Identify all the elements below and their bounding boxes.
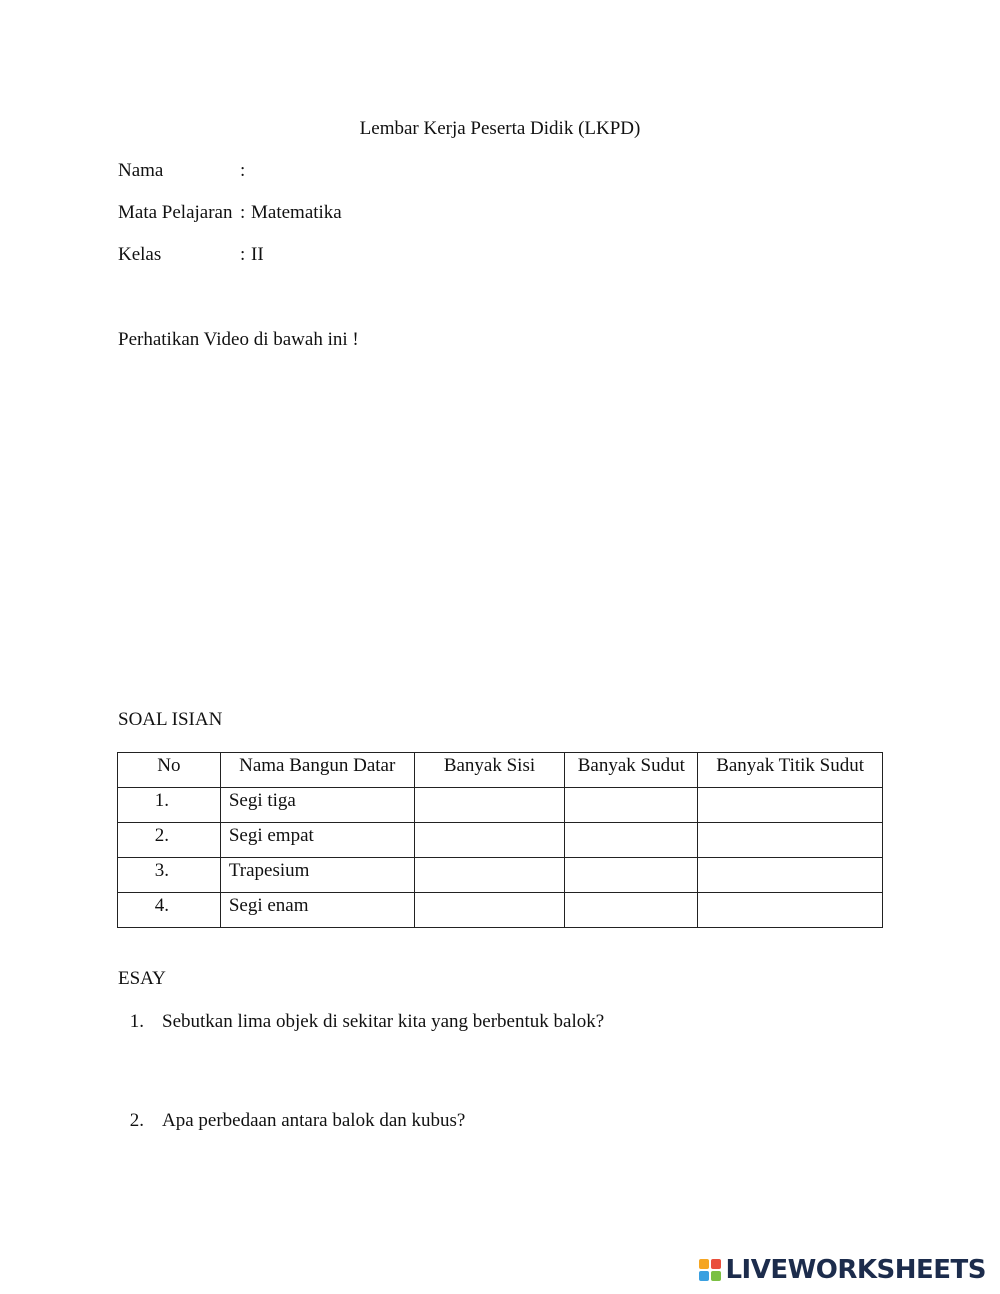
column-header-no: No bbox=[118, 753, 221, 788]
cell-banyak-sudut[interactable] bbox=[565, 858, 698, 893]
question-text: Apa perbedaan antara balok dan kubus? bbox=[162, 1110, 466, 1131]
field-label: Kelas bbox=[118, 244, 162, 265]
liveworksheets-logo-icon bbox=[699, 1259, 721, 1281]
liveworksheets-logo bbox=[699, 1253, 986, 1287]
essay-heading: ESAY bbox=[118, 968, 166, 989]
table-row bbox=[118, 858, 883, 893]
logo-text: LIVEWORKSHEETS bbox=[725, 1255, 986, 1285]
cell-no: 3. bbox=[118, 858, 221, 893]
cell-name: Segi enam bbox=[220, 893, 414, 928]
soal-isian-heading: SOAL ISIAN bbox=[118, 709, 223, 730]
cell-no: 2. bbox=[118, 823, 221, 858]
page-title: Lembar Kerja Peserta Didik (LKPD) bbox=[359, 118, 641, 139]
field-separator: : bbox=[240, 202, 246, 223]
cell-no: 4. bbox=[118, 893, 221, 928]
cell-banyak-titik-sudut[interactable] bbox=[698, 858, 883, 893]
cell-banyak-sudut[interactable] bbox=[565, 893, 698, 928]
column-header-sudut: Banyak Sudut bbox=[565, 753, 698, 788]
field-value: Matematika bbox=[251, 202, 342, 223]
cell-banyak-titik-sudut[interactable] bbox=[698, 823, 883, 858]
cell-banyak-sisi[interactable] bbox=[414, 788, 565, 823]
cell-name: Trapesium bbox=[220, 858, 414, 893]
cell-banyak-titik-sudut[interactable] bbox=[698, 893, 883, 928]
cell-no: 1. bbox=[118, 788, 221, 823]
field-label: Mata Pelajaran bbox=[118, 202, 233, 223]
column-header-titik-sudut: Banyak Titik Sudut bbox=[698, 753, 883, 788]
soal-isian-table bbox=[117, 752, 883, 928]
question-number: 2. bbox=[129, 1110, 144, 1131]
cell-banyak-titik-sudut[interactable] bbox=[698, 788, 883, 823]
cell-banyak-sisi[interactable] bbox=[414, 823, 565, 858]
cell-banyak-sisi[interactable] bbox=[414, 858, 565, 893]
question-text: Sebutkan lima objek di sekitar kita yang berbentuk balok? bbox=[162, 1011, 605, 1032]
cell-name: Segi empat bbox=[220, 823, 414, 858]
column-header-sisi: Banyak Sisi bbox=[414, 753, 565, 788]
instruction-text: Perhatikan Video di bawah ini ! bbox=[118, 329, 359, 350]
field-separator: : bbox=[240, 244, 246, 265]
table-row bbox=[118, 823, 883, 858]
question-number: 1. bbox=[129, 1011, 144, 1032]
table-row bbox=[118, 893, 883, 928]
column-header-nama: Nama Bangun Datar bbox=[220, 753, 414, 788]
table-row bbox=[118, 788, 883, 823]
field-value: II bbox=[251, 244, 264, 265]
cell-banyak-sudut[interactable] bbox=[565, 788, 698, 823]
table-header-row bbox=[118, 753, 883, 788]
field-label: Nama bbox=[118, 160, 164, 181]
essay-question-2 bbox=[118, 1110, 818, 1134]
essay-question-1 bbox=[118, 1011, 818, 1035]
cell-banyak-sudut[interactable] bbox=[565, 823, 698, 858]
cell-banyak-sisi[interactable] bbox=[414, 893, 565, 928]
field-separator: : bbox=[240, 160, 246, 181]
cell-name: Segi tiga bbox=[220, 788, 414, 823]
